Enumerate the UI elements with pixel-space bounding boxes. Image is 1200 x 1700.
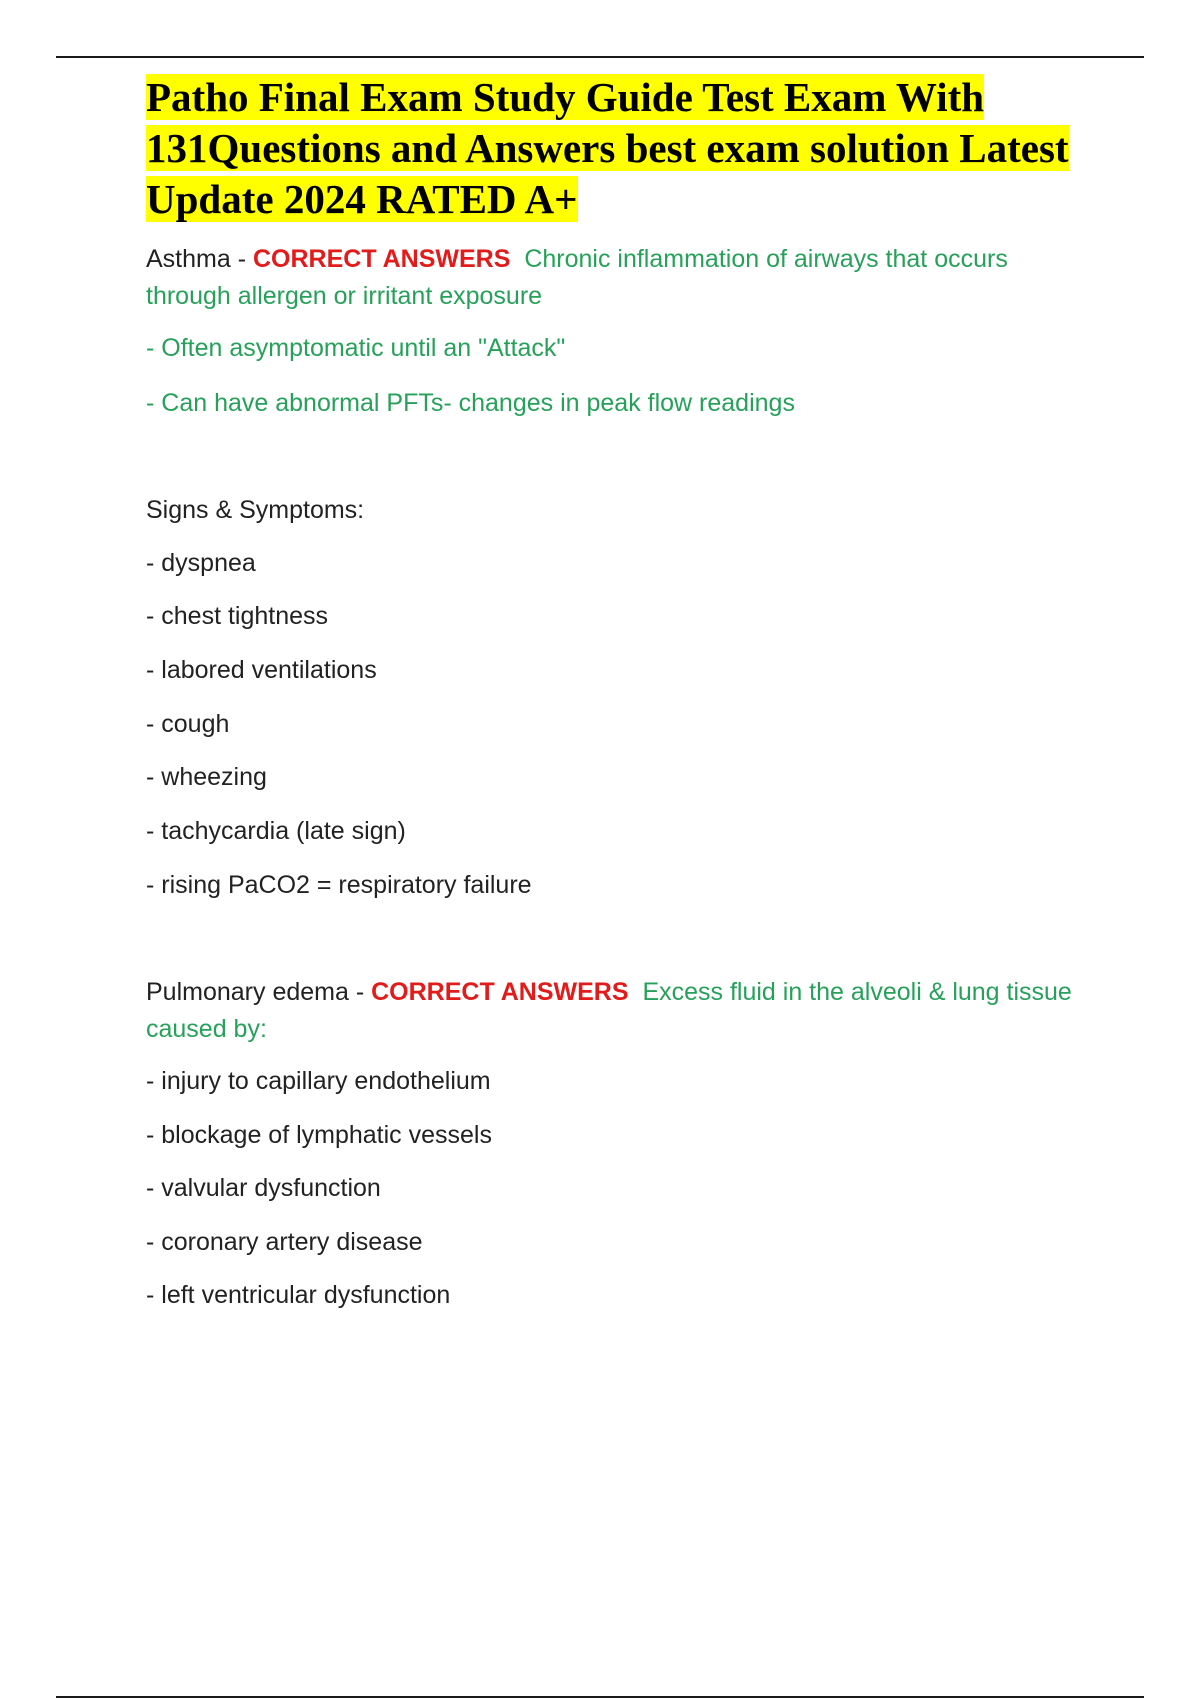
cause-item: - valvular dysfunction [146,1174,381,1202]
term-pulmonary-edema: Pulmonary edema [146,978,349,1006]
term-asthma: Asthma [146,245,231,273]
title-highlight: Patho Final Exam Study Guide Test Exam With 131Questions and Answers best exam solution Latest Update 2024 RATED A+ [146,74,1069,222]
sign-item: - dyspnea [146,549,256,577]
cause-item: - blockage of lymphatic vessels [146,1121,492,1149]
document-title [146,72,1086,225]
term-separator: - [348,978,372,1006]
cause-item: - coronary artery disease [146,1228,423,1256]
sign-item: - wheezing [146,763,267,791]
qa-pulmonary-edema [146,974,1086,1048]
asthma-note: - Often asymptomatic until an "Attack" [146,334,566,362]
answer-asthma: Chronic inflammation of airways that occurs through allergen or irritant exposure [146,245,1008,310]
cause-item: - left ventricular dysfunction [146,1281,451,1309]
sign-item: - tachycardia (late sign) [146,817,406,845]
qa-asthma [146,241,1086,315]
cause-item: - injury to capillary endothelium [146,1067,491,1095]
sign-item: - rising PaCO2 = respiratory failure [146,871,532,899]
sign-item: - labored ventilations [146,656,377,684]
sign-item: - chest tightness [146,602,329,630]
top-rule [56,56,1144,58]
correct-answers-label: CORRECT ANSWERS [252,245,511,273]
term-separator: - [230,245,253,273]
signs-heading: Signs & Symptoms: [146,496,365,524]
document-body [146,72,1086,1314]
bottom-rule [56,1696,1144,1698]
sign-item: - cough [146,710,230,738]
correct-answers-label: CORRECT ANSWERS [371,978,629,1006]
answer-pulmonary-edema: Excess fluid in the alveoli & lung tissue caused by: [146,978,1072,1043]
asthma-note: - Can have abnormal PFTs- changes in peak flow readings [146,389,795,417]
